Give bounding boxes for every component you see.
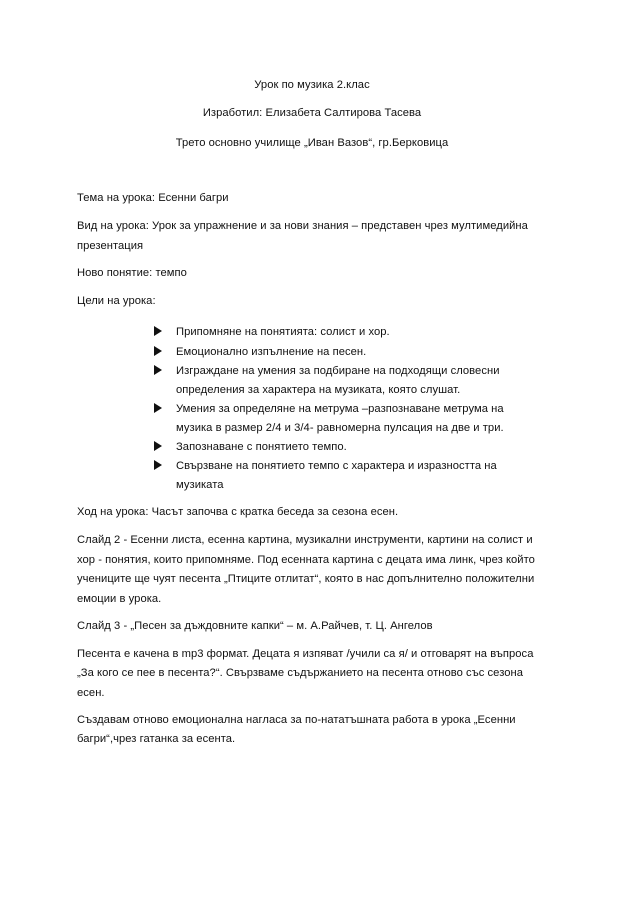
goal-item-continued: музиката (176, 479, 224, 491)
slide2-paragraph-line: емоции в урока. (77, 593, 162, 605)
song-paragraph-line: Песента е качена в mp3 формат. Децата я изпяват /учили са я/ и отговарят на въпроса (77, 648, 534, 660)
goal-item: Изграждане на умения за подбиране на подходящи словесни (176, 365, 500, 377)
song-paragraph-line: есен. (77, 687, 105, 699)
bullet-arrow-icon (154, 345, 162, 359)
bullet-arrow-icon (154, 459, 162, 473)
author-line: Изработил: Елизабета Салтирова Тасева (202, 107, 422, 119)
goal-item: Умения за определяне на метрума –разпознаване метрума на (176, 403, 504, 415)
new-concept-line: Ново понятие: темпо (77, 267, 187, 279)
goal-item-continued: музика в размер 2/4 и 3/4- равномерна пулсация на две и три. (176, 422, 504, 434)
school-line: Трето основно училище „Иван Вазов“, гр.Берковица (175, 137, 449, 149)
goals-label: Цели на урока: (77, 295, 156, 307)
song-paragraph-line: „За кого се пее в песента?“. Свързваме съдържанието на песента отново със сезона (77, 667, 524, 679)
slide2-paragraph-line: хор - понятия, които припомняме. Под есенната картина с децата има линк, чрез който (77, 554, 535, 566)
goal-item-continued: определения за характера на музиката, която слушат. (176, 384, 461, 396)
slide2-paragraph-line: учениците ще чуят песента „Птиците отлитат“, която в нас допълнително положителни (77, 573, 535, 585)
lesson-type-line-2: презентация (77, 240, 144, 252)
bullet-arrow-icon (154, 402, 162, 416)
bullet-arrow-icon (154, 440, 162, 454)
goal-item: Запознаване с понятието темпо. (176, 441, 347, 453)
goal-item: Свързване на понятието темпо с характера и изразността на (176, 460, 497, 472)
lesson-course-line: Ход на урока: Часът започва с кратка беседа за сезона есен. (77, 506, 399, 518)
slide2-paragraph-line: Слайд 2 - Есенни листа, есенна картина, музикални инструменти, картини на солист и (77, 534, 533, 546)
bullet-arrow-icon (154, 364, 162, 378)
goal-item: Припомняне на понятията: солист и хор. (176, 326, 390, 338)
lesson-type-line-1: Вид на урока: Урок за упражнение и за нови знания – представен чрез мултимедийна (77, 220, 528, 232)
slide3-line: Слайд 3 - „Песен за дъждовните капки“ – м. А.Райчев, т. Ц. Ангелов (77, 620, 433, 632)
final-paragraph-line: багри“,чрез гатанка за есента. (77, 733, 236, 745)
topic-line: Тема на урока: Есенни багри (77, 192, 229, 204)
bullet-arrow-icon (154, 325, 162, 339)
lesson-title: Урок по музика 2.клас (254, 79, 370, 91)
goal-item: Емоционално изпълнение на песен. (176, 346, 367, 358)
final-paragraph-line: Създавам отново емоционална нагласа за по-нататъшната работа в урока „Есенни (77, 714, 516, 726)
